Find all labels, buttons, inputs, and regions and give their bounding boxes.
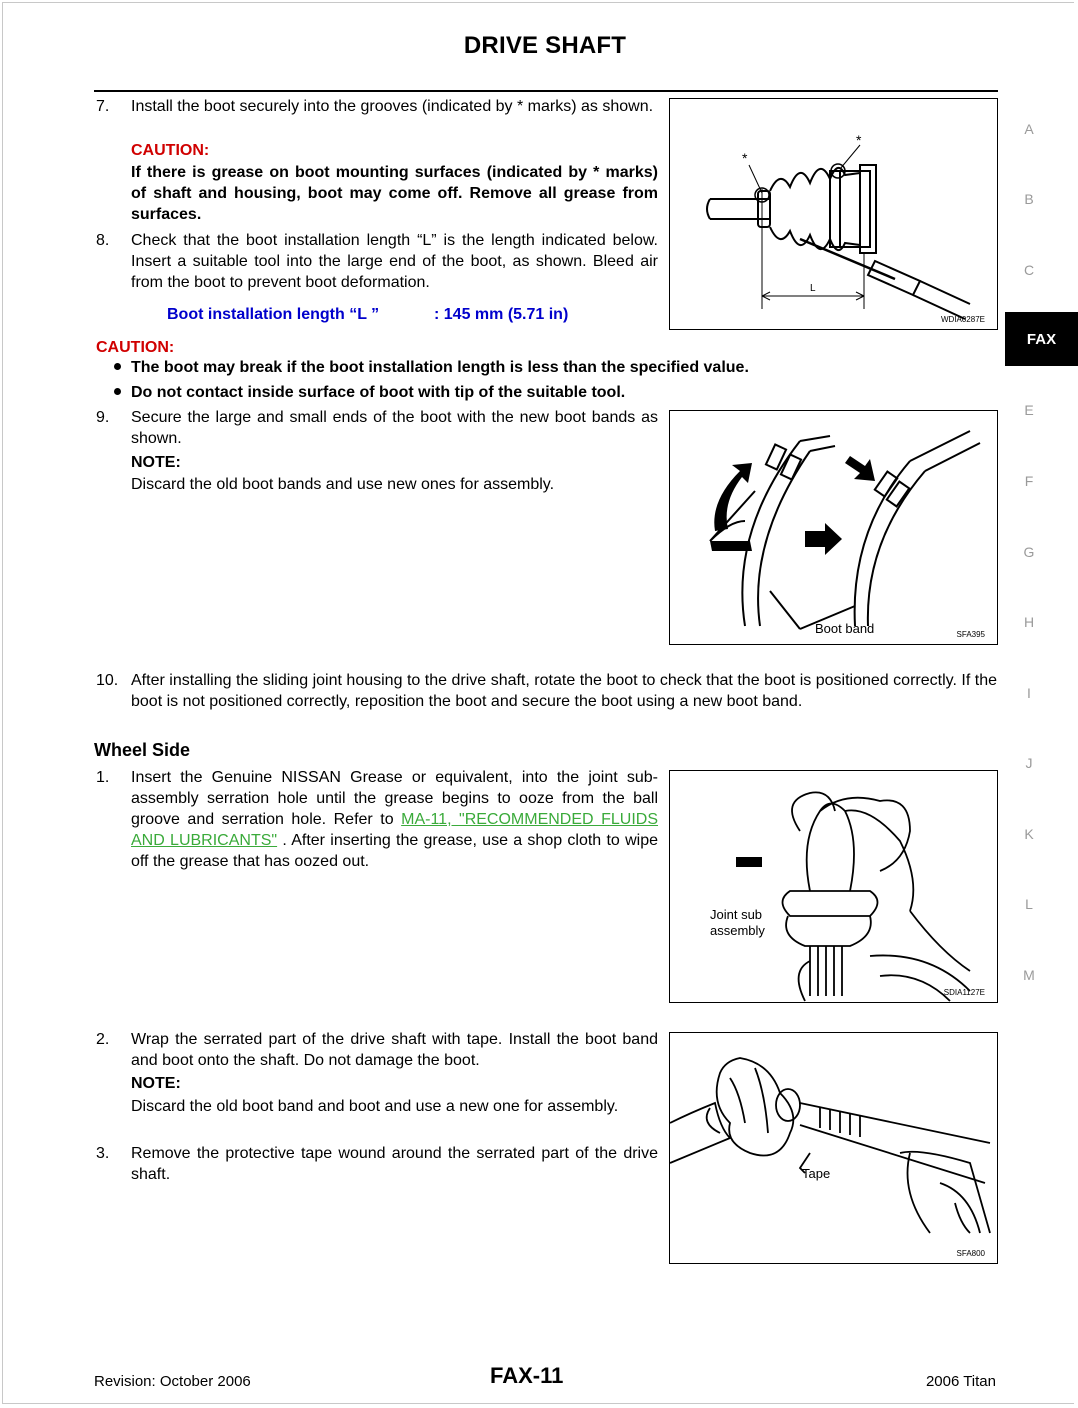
- step8-text: Check that the boot installation length “L” is the length indicated below. Insert a suitable tool into the large end of the boot, as shown. Bleed air from the boot to prevent boot deformation.: [131, 232, 658, 291]
- caution-label: CAUTION:: [96, 339, 175, 356]
- caution-text: If there is grease on boot mounting surfaces (indicated by * marks) of shaft and housing, boot may come off. Remove all grease from surfaces.: [131, 164, 658, 223]
- figure-joint-grease: [669, 770, 998, 1003]
- side-tab-l[interactable]: L: [1025, 896, 1033, 912]
- joint-grease-diagram: [670, 771, 997, 1002]
- title-rule: [94, 90, 998, 92]
- wheel-step1-text: [131, 767, 658, 872]
- ma11-reference-link[interactable]: MA-11, "RECOMMENDED FLUIDS AND LUBRICANTS": [131, 811, 659, 849]
- step-number: 7.: [96, 98, 110, 115]
- caution-bullet: Do not contact inside surface of boot with tip of the suitable tool.: [131, 384, 626, 401]
- footer-model: 2006 Titan: [925, 1373, 996, 1390]
- side-tab-j[interactable]: J: [1025, 755, 1033, 771]
- figure-code: SDIA1127E: [943, 988, 985, 997]
- star-mark: *: [742, 150, 748, 166]
- tape-diagram: [670, 1033, 997, 1263]
- assembly-label: assembly: [710, 923, 765, 938]
- step-number: 8.: [96, 232, 110, 249]
- step1-text-b: . After inserting the grease, use a shop cloth to wipe off the grease that has oozed out.: [131, 832, 658, 870]
- spec-label: Boot installation length “L ”: [167, 306, 380, 323]
- step10-text: After installing the sliding joint housing to the drive shaft, rotate the boot to check that the boot is positioned correctly. If the boot is not positioned correctly, reposition the boot and secure the boot using a new boot band.: [131, 672, 997, 710]
- side-tab-b[interactable]: B: [1024, 191, 1034, 207]
- wheel-step2-text: Wrap the serrated part of the drive shaft with tape. Install the boot band and boot onto the shaft. Do not damage the boot.: [131, 1031, 658, 1069]
- step-number: 1.: [96, 769, 110, 786]
- tape-label: Tape: [802, 1166, 831, 1181]
- figure-code: SFA395: [956, 630, 985, 639]
- label-l: L: [810, 283, 816, 294]
- step9-text: Secure the large and small ends of the boot with the new boot bands as shown.: [131, 409, 658, 447]
- boot-band-label: Boot band: [815, 621, 875, 636]
- bullet-dot: [114, 388, 121, 395]
- boot-installation-diagram: [670, 99, 997, 329]
- boot-band-diagram: [670, 411, 997, 644]
- side-tab-k[interactable]: K: [1024, 826, 1034, 842]
- side-tab-m[interactable]: M: [1023, 967, 1035, 983]
- figure-code: SFA800: [956, 1249, 985, 1258]
- footer-page-number: FAX-11: [490, 1363, 564, 1388]
- figure-boot-installation: [669, 98, 998, 330]
- spec-value: : 145 mm (5.71 in): [434, 306, 569, 323]
- note-label: NOTE:: [131, 454, 181, 471]
- page-title: DRIVE SHAFT: [463, 32, 627, 59]
- side-tab-fax[interactable]: FAX: [1005, 312, 1078, 366]
- figure-tape: [669, 1032, 998, 1264]
- footer-revision: Revision: October 2006: [94, 1373, 251, 1390]
- side-tab-c[interactable]: C: [1023, 262, 1035, 278]
- bullet-dot: [114, 363, 121, 370]
- step-number: 3.: [96, 1145, 110, 1162]
- figure-boot-band: [669, 410, 998, 645]
- step-number: 9.: [96, 409, 110, 426]
- step-number: 2.: [96, 1031, 110, 1048]
- side-tab-f[interactable]: F: [1024, 473, 1034, 489]
- side-tab-e[interactable]: E: [1024, 402, 1034, 418]
- star-mark: *: [856, 132, 862, 148]
- caution-label: CAUTION:: [131, 142, 210, 159]
- step-number: 10.: [96, 672, 119, 689]
- step1-text-a: Insert the Genuine NISSAN Grease or equivalent, into the joint sub-assembly serration hole until the grease begins to ooze from the ball groove and serration hole. Refer to: [131, 769, 658, 828]
- side-tab-i[interactable]: I: [1027, 685, 1031, 701]
- caution-bullet: The boot may break if the boot installation length is less than the specified value.: [131, 359, 749, 376]
- side-tab-h[interactable]: H: [1023, 614, 1035, 630]
- note-text: Discard the old boot bands and use new ones for assembly.: [131, 476, 555, 493]
- step7-text: Install the boot securely into the grooves (indicated by * marks) as shown.: [131, 98, 654, 115]
- side-tab-g[interactable]: G: [1023, 544, 1035, 560]
- side-tab-a[interactable]: A: [1024, 121, 1034, 137]
- wheel-step3-text: Remove the protective tape wound around the serrated part of the drive shaft.: [131, 1145, 658, 1183]
- figure-code: WDIA0287E: [940, 315, 985, 324]
- note-label: NOTE:: [131, 1075, 181, 1092]
- joint-sub-label: Joint sub: [710, 907, 763, 922]
- note-text: Discard the old boot band and boot and use a new one for assembly.: [131, 1098, 619, 1115]
- section-heading-wheel-side: Wheel Side: [94, 740, 191, 760]
